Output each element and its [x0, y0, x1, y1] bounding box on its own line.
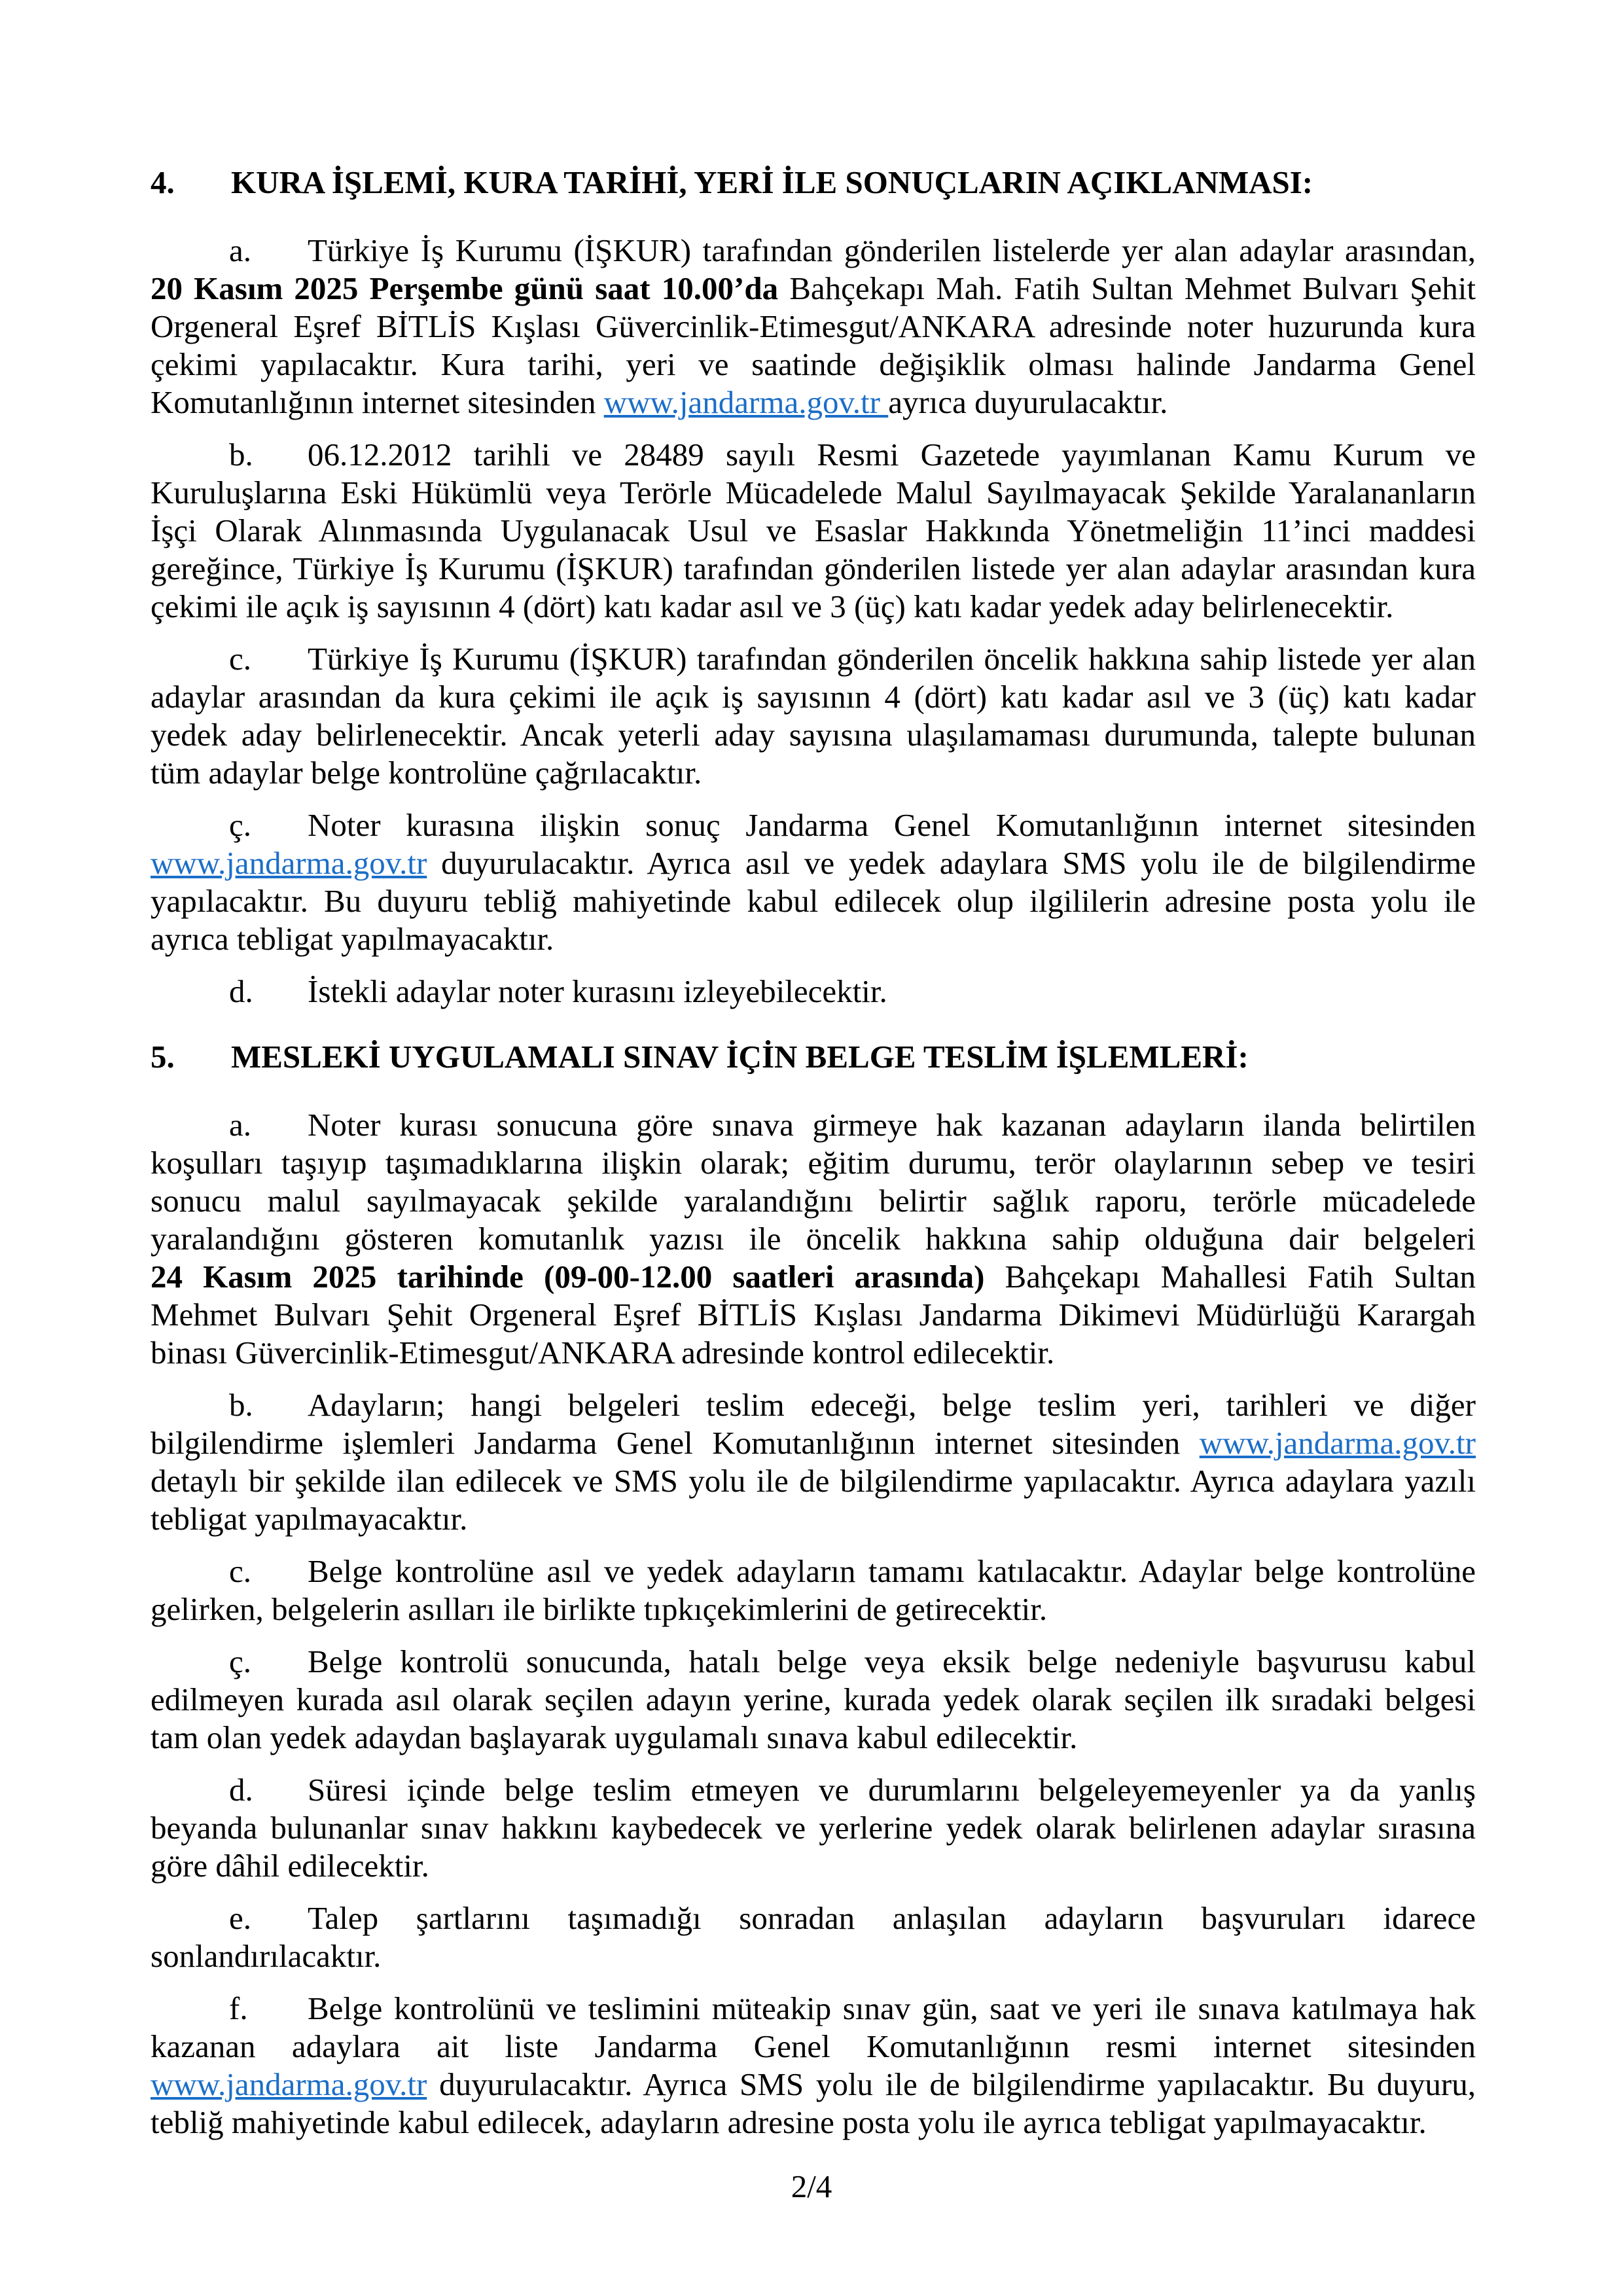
text-line [151, 512, 1476, 550]
body-text: Kuruluşlarına Eski Hükümlü veya Terörle Mücadelede Malul Sayılmayacak Şekilde Yaralananların [151, 475, 1476, 511]
body-text: İstekli adaylar noter kurasını izleyebilecektir. [308, 973, 887, 1009]
body-text: adaylar arasından da kura çekimi ile açık iş sayısının 4 (dört) katı kadar asıl ve 3 (üç) katı kadar [151, 679, 1476, 715]
body-text: Bahçekapı Mah. Fatih Sultan Mehmet Bulvarı Şehit [778, 270, 1476, 306]
body-text: detaylı bir şekilde ilan edilecek ve SMS yolu ile de bilgilendirme yapılacaktır. Ayrıca adaylara yazılı [151, 1463, 1476, 1499]
list-item [151, 1386, 1476, 1538]
text-line [151, 678, 1476, 716]
text-line [151, 1590, 1476, 1628]
text-line [151, 1182, 1476, 1220]
list-item [151, 1643, 1476, 1757]
text-line [151, 2028, 1476, 2066]
body-text: Belge kontrolüne asıl ve yedek adayların tamamı katılacaktır. Adaylar belge kontrolüne [308, 1553, 1476, 1589]
text-line [151, 346, 1476, 384]
text-line [151, 1258, 1476, 1296]
body-text: Talep şartlarını taşımadığı sonradan anlaşılan adayların başvuruları idarece [308, 1900, 1476, 1936]
text-line [151, 973, 1476, 1011]
text-line [151, 882, 1476, 920]
text-line [151, 1334, 1476, 1372]
text-line [151, 550, 1476, 588]
text-line [151, 1899, 1476, 1937]
text-line [151, 1847, 1476, 1885]
text-line [151, 2066, 1476, 2104]
body-text: gereğince, Türkiye İş Kurumu (İŞKUR) tarafından gönderilen listede yer alan adaylar arasından kura [151, 550, 1476, 586]
item-letter: ç. [229, 807, 251, 843]
text-line [151, 1719, 1476, 1757]
section-title: KURA İŞLEMİ, KURA TARİHİ, YERİ İLE SONUÇLARIN AÇIKLANMASI: [231, 164, 1313, 200]
item-letter: e. [229, 1900, 251, 1936]
body-text: yapılacaktır. Bu duyuru tebliğ mahiyetinde kabul edilecek olup ilgililerin adresine posta yolu ile [151, 883, 1476, 919]
text-line [151, 844, 1476, 882]
bold-text: 20 Kasım 2025 Perşembe günü saat 10.00’da [151, 270, 779, 306]
list-item [151, 1899, 1476, 1975]
body-text: kazanan adaylara ait liste Jandarma Genel Komutanlığının resmi internet sitesinden [151, 2028, 1476, 2064]
list-item [151, 436, 1476, 626]
body-text: ayrıca tebligat yapılmayacaktır. [151, 921, 554, 957]
item-letter: a. [229, 232, 251, 268]
text-line [151, 1990, 1476, 2028]
body-text: Türkiye İş Kurumu (İŞKUR) tarafından gönderilen listelerde yer alan adaylar arasından, [308, 232, 1476, 268]
text-line [151, 1386, 1476, 1424]
list-item [151, 806, 1476, 958]
body-text: göre dâhil edilecektir. [151, 1848, 429, 1884]
body-text: Noter kurasına ilişkin sonuç Jandarma Genel Komutanlığının internet sitesinden [308, 807, 1476, 843]
body-text: Belge kontrolü sonucunda, hatalı belge veya eksik belge nedeniyle başvurusu kabul [308, 1643, 1476, 1679]
body-text: çekimi yapılacaktır. Kura tarihi, yeri ve saatinde değişiklik olması halinde Jandarma Genel [151, 346, 1476, 382]
text-line [151, 474, 1476, 512]
body-text: Noter kurası sonucuna göre sınava girmeye hak kazanan adayların ilanda belirtilen [308, 1107, 1476, 1143]
text-line [151, 384, 1476, 422]
item-letter: c. [229, 641, 251, 677]
body-text: edilmeyen kurada asıl olarak seçilen adayın yerine, kurada yedek olarak seçilen ilk sıradaki belgesi [151, 1681, 1476, 1717]
body-text: bilgilendirme işlemleri Jandarma Genel Komutanlığının internet sitesinden [151, 1425, 1200, 1461]
page-number: 2/4 [791, 2168, 832, 2204]
body-text: Komutanlığının internet sitesinden [151, 384, 604, 420]
body-text: koşulları taşıyıp taşımadıklarına ilişkin olarak; eğitim durumu, terör olaylarının sebep ve tesiri [151, 1145, 1476, 1181]
body-text: ayrıca duyurulacaktır. [888, 384, 1168, 420]
item-letter: b. [229, 1387, 253, 1423]
item-letter: f. [229, 1990, 248, 2026]
item-letter: d. [229, 973, 253, 1009]
text-line [151, 2104, 1476, 2142]
section-title: MESLEKİ UYGULAMALI SINAV İÇİN BELGE TESLİM İŞLEMLERİ: [231, 1039, 1249, 1075]
body-text: Belge kontrolünü ve teslimini müteakip sınav gün, saat ve yeri ile sınava katılmaya hak [308, 1990, 1476, 2026]
text-line [151, 806, 1476, 844]
document-content [151, 164, 1476, 2156]
list-item [151, 232, 1476, 422]
text-line [151, 308, 1476, 346]
item-letter: b. [229, 437, 253, 473]
body-text: 06.12.2012 tarihli ve 28489 sayılı Resmi Gazetede yayımlanan Kamu Kurum ve [308, 437, 1476, 473]
text-line [151, 716, 1476, 754]
body-text: gelirken, belgelerin asılları ile birlikte tıpkıçekimlerini de getirecektir. [151, 1591, 1048, 1627]
body-text: Türkiye İş Kurumu (İŞKUR) tarafından gönderilen öncelik hakkına sahip listede yer alan [308, 641, 1476, 677]
body-text: yaralandığını gösteren komutanlık yazısı ile öncelik hakkına sahip olduğuna dair belgeleri [151, 1221, 1476, 1257]
item-letter: c. [229, 1553, 251, 1589]
body-text: yedek aday belirlenecektir. Ancak yeterli aday sayısına ulaşılamaması durumunda, talepte bulunan [151, 717, 1476, 753]
jandarma-website-link[interactable]: www.jandarma.gov.tr [603, 384, 889, 420]
body-text: Mehmet Bulvarı Şehit Orgeneral Eşref BİTLİS Kışlası Jandarma Dikimevi Müdürlüğü Karargah [151, 1297, 1476, 1333]
text-line [151, 1220, 1476, 1258]
text-line [151, 1462, 1476, 1500]
body-text: çekimi ile açık iş sayısının 4 (dört) katı kadar asıl ve 3 (üç) katı kadar yedek aday belirlenecektir. [151, 588, 1394, 624]
body-text: tebligat yapılmayacaktır. [151, 1501, 468, 1537]
text-line [151, 1424, 1476, 1462]
body-text: İşçi Olarak Alınmasında Uygulanacak Usul ve Esaslar Hakkında Yönetmeliğin 11’inci maddesi [151, 512, 1476, 548]
text-line [151, 436, 1476, 474]
list-item [151, 1771, 1476, 1885]
text-line [151, 1937, 1476, 1975]
text-line [151, 1500, 1476, 1538]
text-line [151, 1681, 1476, 1719]
body-text: tüm adaylar belge kontrolüne çağrılacaktır. [151, 755, 702, 791]
jandarma-website-link[interactable]: www.jandarma.gov.tr [1199, 1425, 1476, 1461]
text-line [151, 1144, 1476, 1182]
text-line [151, 232, 1476, 270]
body-text: Adayların; hangi belgeleri teslim edeceği, belge teslim yeri, tarihleri ve diğer [308, 1387, 1476, 1423]
section-number: 5. [151, 1039, 175, 1075]
body-text: sonucu malul sayılmayacak şekilde yaralandığını belirtir sağlık raporu, terörle mücadelede [151, 1183, 1476, 1219]
text-line [151, 1552, 1476, 1590]
body-text: tam olan yedek adaydan başlayarak uygulamalı sınava kabul edilecektir. [151, 1719, 1078, 1755]
body-text: Süresi içinde belge teslim etmeyen ve durumlarını belgeleyemeyenler ya da yanlış [308, 1772, 1476, 1808]
text-line [151, 640, 1476, 678]
body-text: duyurulacaktır. Ayrıca asıl ve yedek adaylara SMS yolu ile de bilgilendirme [427, 845, 1476, 881]
body-text: sonlandırılacaktır. [151, 1938, 382, 1974]
body-text: binası Güvercinlik-Etimesgut/ANKARA adresinde kontrol edilecektir. [151, 1335, 1055, 1371]
item-letter: d. [229, 1772, 253, 1808]
text-line [151, 754, 1476, 792]
item-letter: a. [229, 1107, 251, 1143]
text-line [151, 1643, 1476, 1681]
list-item [151, 1552, 1476, 1628]
text-line [151, 920, 1476, 958]
text-line [151, 588, 1476, 626]
item-letter: ç. [229, 1643, 251, 1679]
list-item [151, 1990, 1476, 2142]
body-text: Bahçekapı Mahallesi Fatih Sultan [984, 1259, 1476, 1295]
section-number: 4. [151, 164, 175, 200]
section-heading [151, 1038, 1476, 1076]
text-line [151, 1771, 1476, 1809]
bold-text: 24 Kasım 2025 tarihinde (09-00-12.00 saatleri arasında) [151, 1259, 985, 1295]
body-text: Orgeneral Eşref BİTLİS Kışlası Güvercinlik-Etimesgut/ANKARA adresinde noter huzurunda kura [151, 308, 1476, 344]
list-item [151, 973, 1476, 1011]
list-item [151, 640, 1476, 792]
jandarma-website-link[interactable]: www.jandarma.gov.tr [151, 2066, 427, 2102]
text-line [151, 270, 1476, 308]
section-heading [151, 164, 1476, 202]
list-item [151, 1106, 1476, 1372]
body-text: duyurulacaktır. Ayrıca SMS yolu ile de bilgilendirme yapılacaktır. Bu duyuru, [427, 2066, 1476, 2102]
text-line [151, 1809, 1476, 1847]
body-text: beyanda bulunanlar sınav hakkını kaybedecek ve yerlerine yedek olarak belirlenen adaylar sırasına [151, 1810, 1476, 1846]
jandarma-website-link[interactable]: www.jandarma.gov.tr [151, 845, 427, 881]
text-line [151, 1296, 1476, 1334]
text-line [151, 1106, 1476, 1144]
body-text: tebliğ mahiyetinde kabul edilecek, adayların adresine posta yolu ile ayrıca tebligat yapılmayacaktır. [151, 2104, 1427, 2140]
